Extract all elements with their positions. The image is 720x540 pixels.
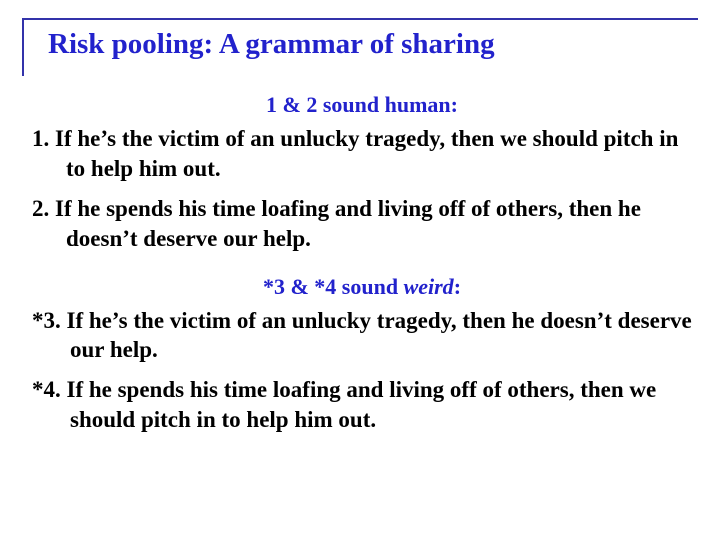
section-heading-1: 1 & 2 sound human: — [266, 92, 458, 117]
page-title: Risk pooling: A grammar of sharing — [48, 28, 495, 60]
slide-body — [32, 92, 692, 445]
section-heading-2-prefix: *3 & *4 sound — [262, 273, 404, 299]
section-heading-2 — [32, 274, 692, 300]
list-item: *3. If he’s the victim of an unlucky tragedy, then he doesn’t deserve our help. — [32, 307, 692, 363]
list-item: 2. If he spends his time loafing and living off of others, then he doesn’t deserve our help. — [32, 195, 641, 251]
title-rule — [22, 18, 698, 76]
section-heading-2-suffix: : — [453, 273, 462, 299]
section-heading-2-emphasis: weird — [403, 273, 454, 299]
list-item: *4. If he spends his time loafing and living off of others, then we should pitch in to help him out. — [32, 377, 657, 433]
list-item: 1. If he’s the victim of an unlucky tragedy, then we should pitch in to help him out. — [32, 126, 679, 181]
